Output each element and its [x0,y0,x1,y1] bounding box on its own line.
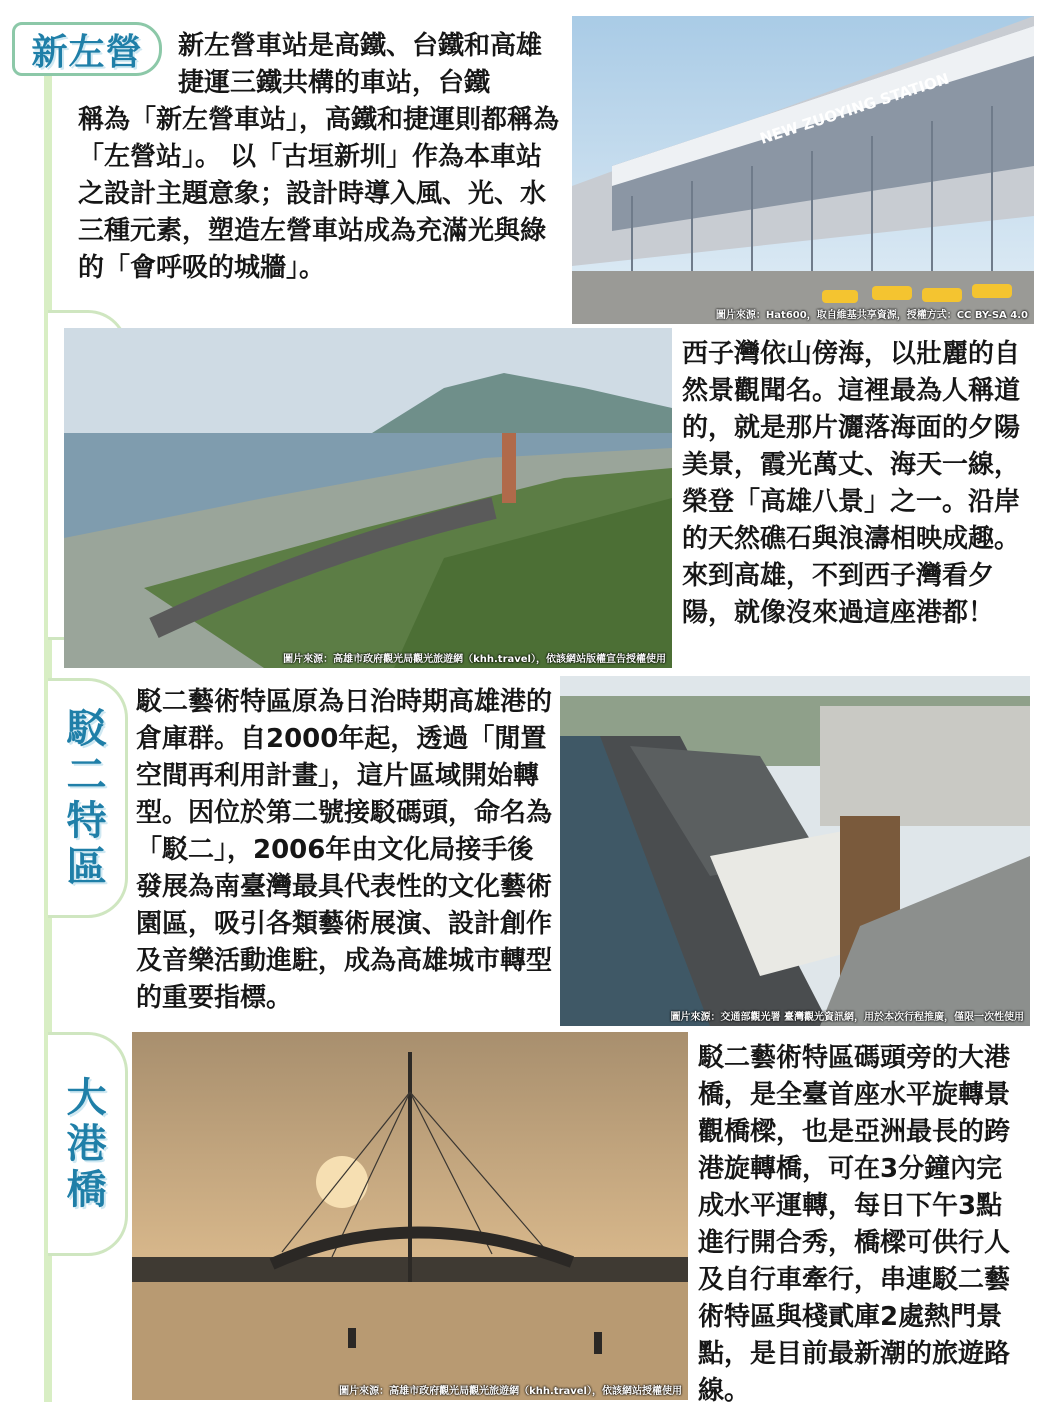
photo-sizihwan [64,328,672,668]
photo-credit-xinzuoying: 圖片來源：Hat600，取自維基共享資源，授權方式：CC BY-SA 4.0 [715,310,1028,321]
station-sign-text: NEW ZUOYING STATION [757,69,952,148]
title-char: 特 [66,798,107,844]
title-char: 區 [66,844,107,890]
title-char: 橋 [66,1167,107,1213]
section-title-pier2 [48,678,128,918]
xinzuoying-text-lead: 新左營車站是高鐵、台鐵和高雄捷運三鐵共構的車站，台鐵 [178,31,543,98]
sizihwan-text: 西子灣依山傍海，以壯麗的自然景觀聞名。這裡最為人稱道的，就是那片灑落海面的夕陽美景，霞光萬丈、海天一線，榮登「高雄八景」之一。沿岸的天然礁石與浪濤相映成趣。來到高雄，不到西子灣看夕陽，就像沒來過這座港都！ [682,339,1021,628]
pier2-text: 駁二藝術特區原為日治時期高雄港的倉庫群。自2000年起，透過「閒置空間再利用計畫」，這片區域開始轉型。因位於第二號接駁碼頭，命名為「駁二」，2006年由文化局接手後發展為南臺灣最具代表性的文化藝術園區，吸引各類藝術展演、設計創作及音樂活動進駐，成為高雄城市轉型的重要指標。 [136,687,553,1013]
photo-pier2 [560,676,1030,1026]
title-char: 駁 [66,706,107,752]
title-char: 二 [66,752,107,798]
photo-dagang-bridge [132,1032,688,1400]
photo-credit-sizihwan: 圖片來源：高雄市政府觀光局觀光旅遊網（khh.travel），依該網站版權宣告授權使用 [283,654,666,665]
photo-credit-pier2: 圖片來源：交通部觀光署 臺灣觀光資訊網，用於本次行程推廣，僅限一次性使用 [670,1012,1024,1023]
title-char: 大 [66,1075,107,1121]
dagang-bridge-text: 駁二藝術特區碼頭旁的大港橋，是全臺首座水平旋轉景觀橋樑，也是亞洲最長的跨港旋轉橋，可在3分鐘內完成水平運轉，每日下午3點進行開合秀，橋樑可供行人及自行車牽行，串連駁二藝術特區與棧貳庫2處熱門景點，是目前最新潮的旅遊路線。 [698,1043,1011,1406]
photo-xinzuoying-station [572,16,1034,324]
section-title-xinzuoying: 新左營 [12,22,162,76]
photo-credit-dagang-bridge: 圖片來源：高雄市政府觀光局觀光旅遊網（khh.travel），依該網站授權使用 [339,1386,682,1397]
section-title-dagang-bridge [48,1032,128,1256]
title-char: 港 [66,1121,107,1167]
xinzuoying-text: 稱為「新左營車站」，高鐵和捷運則都稱為「左營站」。 以「古垣新圳」作為本車站之設計主題意象；設計時導入風、光、水三種元素，塑造左營車站成為充滿光與綠的「會呼吸的城牆」。 [78,105,560,283]
